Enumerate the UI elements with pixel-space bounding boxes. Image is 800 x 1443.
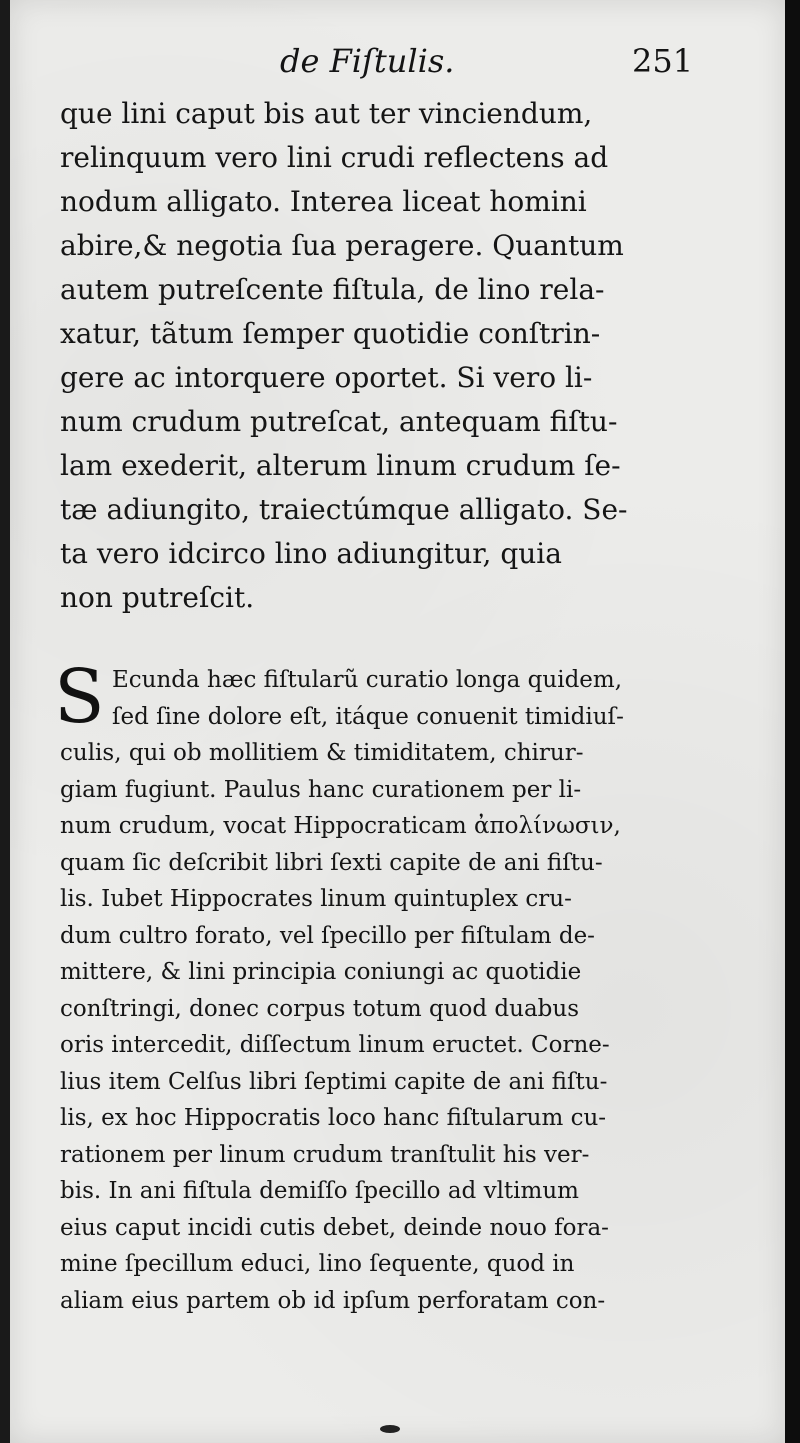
text-line: mittere, & lini principia coniungi ac quotidie	[60, 959, 582, 985]
paragraph-1	[60, 92, 710, 620]
text-line: bis. In ani fiſtula demiſſo ſpecillo ad vltimum	[60, 1178, 579, 1204]
page-number: 251	[632, 42, 694, 80]
page-header	[10, 40, 785, 90]
drop-cap: S	[54, 654, 105, 740]
ink-mark	[380, 1425, 400, 1433]
text-line: num crudum putreſcat, antequam fiſtu-	[60, 405, 618, 438]
text-line: lam exederit, alterum linum crudum ſe-	[60, 449, 621, 482]
text-line: ta vero idcirco lino adiungitur, quia	[60, 537, 562, 570]
text-line: tæ adiungito, traiectúmque alligato. Se-	[60, 493, 628, 526]
book-page	[10, 0, 785, 1443]
text-line: Ecunda hæc fiſtularũ curatio longa quidem,	[112, 667, 623, 693]
text-line: relinquum vero lini crudi reflectens ad	[60, 141, 609, 174]
text-line: aliam eius partem ob id ipſum perforatam con-	[60, 1287, 606, 1314]
text-line: autem putreſcente fiſtula, de lino rela-	[60, 273, 605, 306]
text-line: xatur, tãtum ſemper quotidie conſtrin-	[60, 317, 601, 350]
running-head: de Fiſtulis.	[280, 42, 455, 80]
paragraph-2	[54, 654, 710, 1319]
text-line: non putreſcit.	[60, 581, 255, 614]
text-line: giam fugiunt. Paulus hanc curationem per li-	[60, 776, 582, 803]
text-line: que lini caput bis aut ter vinciendum,	[60, 97, 593, 130]
text-line: mine ſpecillum educi, lino ſequente, quod in	[60, 1251, 575, 1277]
text-line: num crudum, vocat Hippocraticam ἀπολίνωσιν,	[60, 813, 621, 839]
text-line: lius item Celſus libri ſeptimi capite de ani fiſtu-	[60, 1068, 608, 1095]
text-line: gere ac intorquere oportet. Si vero li-	[60, 361, 593, 394]
text-line: conſtringi, donec corpus totum quod duabus	[60, 995, 579, 1022]
text-line: ſed ſine dolore eſt, itáque conuenit timidiuſ-	[112, 703, 624, 730]
text-line: rationem per linum crudum tranſtulit his ver-	[60, 1141, 590, 1168]
text-line: culis, qui ob mollitiem & timiditatem, chirur-	[60, 740, 584, 766]
text-line: oris intercedit, diſſectum linum eructet. Corne-	[60, 1032, 610, 1058]
text-line: lis. Iubet Hippocrates linum quintuplex cru-	[60, 886, 572, 912]
text-line: lis, ex hoc Hippocratis loco hanc fiſtularum cu-	[60, 1105, 607, 1131]
page-edge-shadow	[785, 0, 800, 1443]
text-line: eius caput incidi cutis debet, deinde nouo fora-	[60, 1214, 609, 1241]
text-line: abire,& negotia ſua peragere. Quantum	[60, 229, 624, 262]
text-line: dum cultro forato, vel ſpecillo per fiſtulam de-	[60, 922, 595, 949]
text-line: nodum alligato. Interea liceat homini	[60, 185, 587, 218]
text-line: quam ſic deſcribit libri ſexti capite de ani fiſtu-	[60, 849, 603, 876]
